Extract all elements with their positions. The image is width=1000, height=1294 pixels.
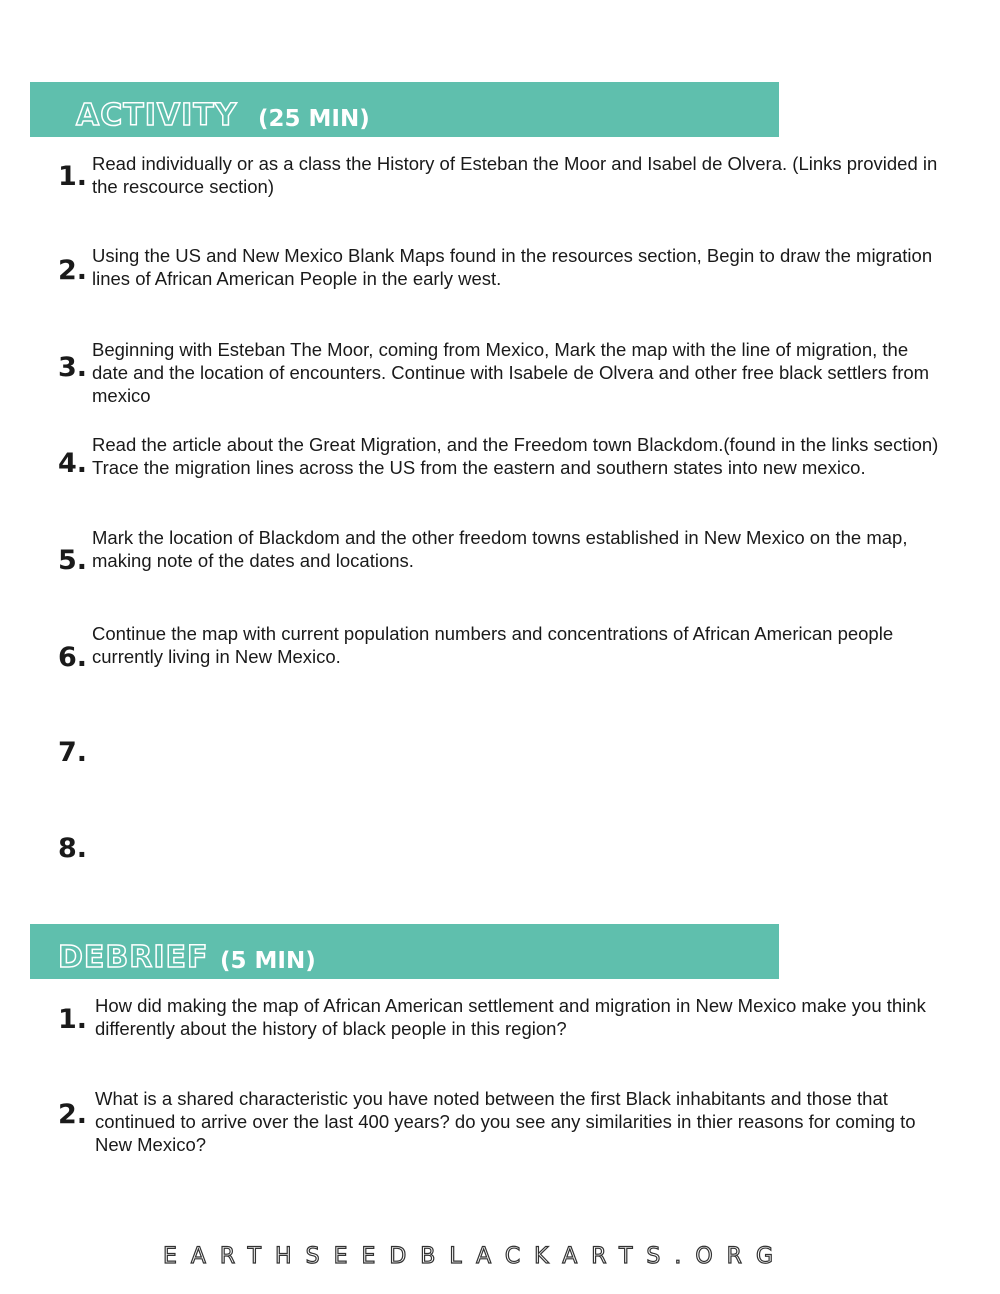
debrief-item-2: [58, 1087, 940, 1167]
item-number: 1.: [58, 1004, 88, 1035]
item-number: 2.: [58, 255, 88, 286]
activity-duration: (25 MIN): [258, 106, 370, 132]
activity-item-8: [58, 835, 940, 875]
item-number: 3.: [58, 352, 88, 383]
activity-item-4: [58, 433, 940, 513]
item-number: 8.: [58, 833, 88, 864]
item-text: Read the article about the Great Migration, and the Freedom town Blackdom.(found in the links section) Trace the migration lines across the US from the eastern and southern states into new mexico.: [92, 434, 939, 478]
debrief-title: DEBRIEF: [58, 940, 209, 975]
activity-item-3: [58, 338, 940, 418]
debrief-banner: [30, 924, 779, 979]
activity-item-1: [58, 152, 940, 212]
activity-item-6: [58, 622, 940, 682]
item-number: 5.: [58, 545, 88, 576]
item-text: What is a shared characteristic you have noted between the first Black inhabitants and those that continued to arrive over the last 400 years? do you see any similarities in thier reasons for coming to New Mexico?: [95, 1088, 916, 1155]
item-number: 6.: [58, 642, 88, 673]
activity-item-7: [58, 739, 940, 779]
item-number: 4.: [58, 448, 88, 479]
activity-title: ACTIVITY: [76, 98, 238, 133]
debrief-item-1: [58, 994, 940, 1054]
activity-item-5: [58, 526, 940, 586]
item-number: 7.: [58, 737, 88, 768]
debrief-duration: (5 MIN): [220, 948, 316, 974]
activity-item-2: [58, 244, 940, 304]
item-text: Using the US and New Mexico Blank Maps found in the resources section, Begin to draw the migration lines of African American People in the early west.: [92, 245, 933, 289]
item-text: How did making the map of African American settlement and migration in New Mexico make you think differently about the history of black people in this region?: [95, 995, 926, 1039]
item-text: Beginning with Esteban The Moor, coming from Mexico, Mark the map with the line of migration, the date and the location of encounters. Continue with Isabele de Olvera and other free black settlers from mexico: [92, 339, 930, 406]
activity-banner: [30, 82, 779, 137]
footer-website: EARTHSEEDBLACKARTS.ORG: [162, 1244, 788, 1269]
item-number: 1.: [58, 161, 88, 192]
item-text: Mark the location of Blackdom and the other freedom towns established in New Mexico on the map, making note of the dates and locations.: [92, 527, 908, 571]
item-number: 2.: [58, 1099, 88, 1130]
item-text: Continue the map with current population numbers and concentrations of African American people currently living in New Mexico.: [92, 623, 894, 667]
item-text: Read individually or as a class the History of Esteban the Moor and Isabel de Olvera. (Links provided in the rescource section): [92, 153, 938, 197]
